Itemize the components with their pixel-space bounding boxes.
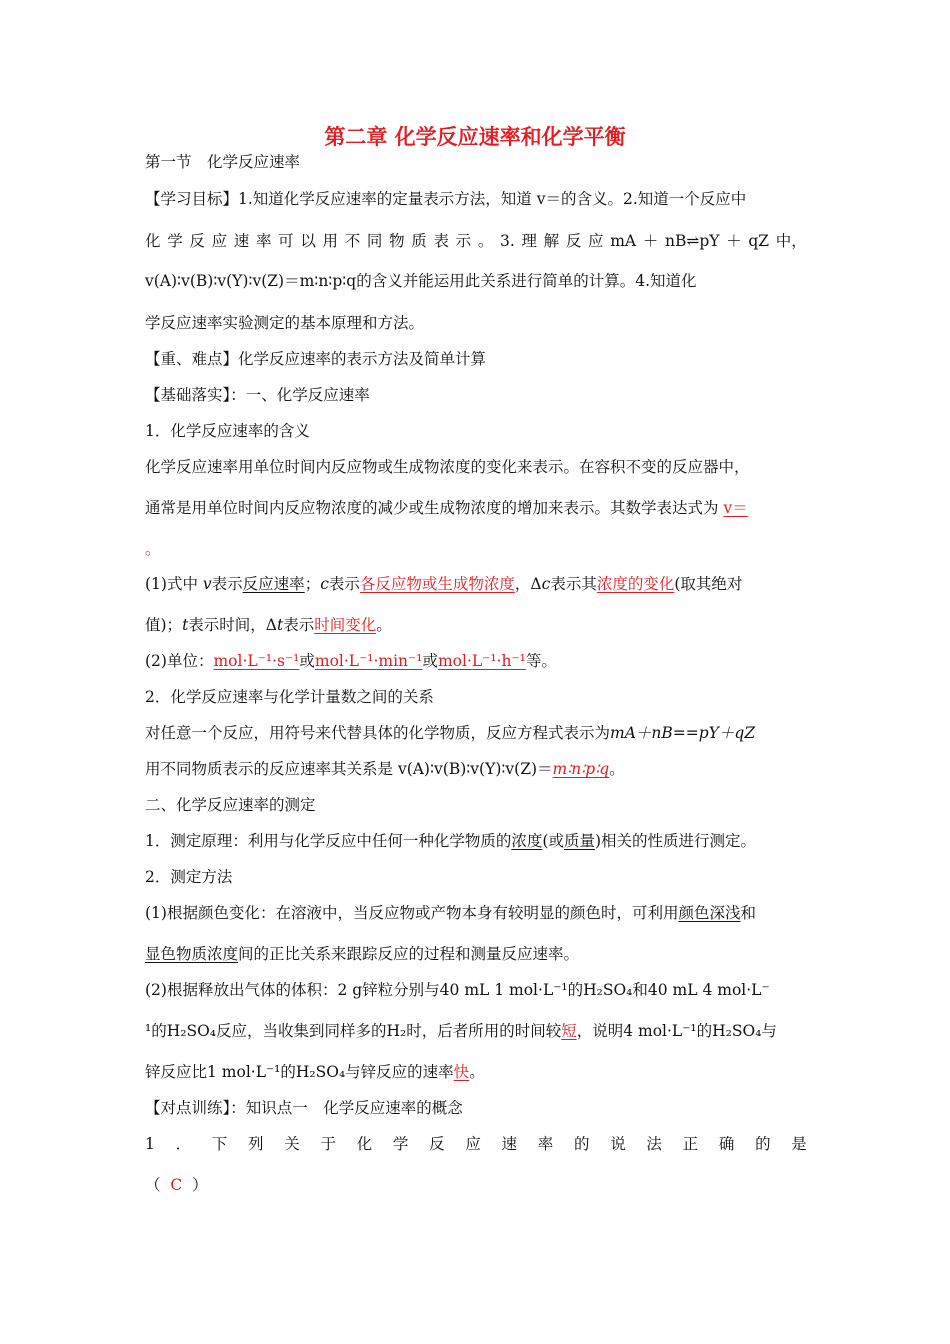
text: 值)；	[145, 616, 183, 634]
goals-line-1	[145, 188, 746, 210]
unit-per-hour: mol·L⁻¹·h⁻¹	[437, 652, 526, 670]
goals-word: qZ	[748, 232, 770, 250]
text: 或	[299, 652, 315, 670]
goals-word: mA	[610, 232, 637, 250]
paragraph-3	[145, 722, 755, 744]
question-char: 于	[320, 1135, 336, 1153]
paragraph-2	[145, 497, 748, 519]
goals-word: 同	[366, 232, 383, 250]
note-1-line-1	[145, 573, 742, 595]
paragraph-1: 化学反应速率用单位时间内反应物或生成物浓度的变化来表示。在容积不变的反应器中，	[145, 458, 750, 476]
answer-choice: C	[170, 1176, 183, 1194]
question-char: ．	[175, 1135, 192, 1153]
answer-coefficient-ratio: m∶n∶p∶q	[552, 760, 610, 778]
question-char: 的	[573, 1135, 590, 1153]
unit-per-minute: mol·L⁻¹·min⁻¹	[314, 652, 423, 670]
answer-fast: 快	[453, 1063, 470, 1081]
formula-v: v＝	[723, 499, 748, 517]
question-char: 关	[284, 1135, 300, 1153]
text: 。	[469, 1063, 485, 1081]
heading-stoichiometry: 2．化学反应速率与化学计量数之间的关系	[145, 688, 434, 706]
method-gas-line-3	[145, 1061, 485, 1083]
goals-word: 用	[322, 232, 339, 250]
goals-word: 示	[455, 232, 472, 250]
drill-line	[145, 1097, 463, 1119]
text: (1)式中	[145, 575, 203, 593]
goals-line-4: 学反应速率实验测定的基本原理和方法。	[145, 314, 425, 332]
paren-open: （	[145, 1176, 161, 1194]
question-char: 下	[211, 1135, 228, 1153]
question-char: 说	[610, 1135, 626, 1153]
question-1-answer	[145, 1174, 208, 1196]
paren-close: ）	[192, 1176, 208, 1194]
goals-word: 速	[233, 232, 250, 250]
goals-word: 应	[211, 232, 228, 250]
paragraph-2-end: 。	[145, 540, 161, 558]
question-char: 化	[356, 1135, 373, 1153]
text: ，Δ	[514, 575, 542, 593]
question-char: 应	[465, 1135, 481, 1153]
general-equation: mA＋nB==pY＋qZ	[610, 724, 756, 742]
text: ，说明4 mol·L⁻¹的H₂SO₄与	[576, 1022, 777, 1040]
goals-word: 以	[300, 232, 316, 250]
answer-short: 短	[561, 1022, 577, 1040]
text: (1)根据颜色变化：在溶液中，当反应物或产物本身有较明显的颜色时，可利用	[145, 904, 679, 922]
chapter-title: 第二章 化学反应速率和化学平衡	[324, 124, 626, 149]
blank-reaction-rate: 反应速率	[242, 575, 305, 593]
text: )相关的性质进行测定。	[594, 832, 757, 850]
note-2-units	[145, 650, 557, 672]
answer-time-change: 时间变化	[314, 616, 377, 634]
text: 表示	[211, 575, 243, 593]
text: 1．测定原理：利用与化学反应中任何一种化学物质的	[145, 832, 512, 850]
question-char: 正	[682, 1135, 699, 1153]
text: 锌反应比1 mol·L⁻¹的H₂SO₄与锌反应的速率	[145, 1063, 454, 1081]
symbol-t: t	[277, 616, 284, 634]
text: (取其绝对	[674, 575, 743, 593]
goals-word: 不	[344, 232, 361, 250]
text: 。	[609, 760, 625, 778]
method-principle	[145, 830, 756, 852]
blank-concentration: 浓度	[511, 832, 543, 850]
goals-word: ＋	[726, 232, 742, 250]
section-2-heading: 二、化学反应速率的测定	[145, 796, 316, 814]
question-char: 是	[791, 1135, 807, 1153]
goals-word: 化	[145, 232, 161, 250]
text: 表示其	[550, 575, 597, 593]
goals-word: 学	[167, 232, 183, 250]
text: (或	[542, 832, 564, 850]
symbol-c: c	[320, 575, 329, 593]
symbol-c: c	[541, 575, 551, 593]
goals-line-3: v(A)∶v(B)∶v(Y)∶v(Z)＝m∶n∶p∶q的含义并能运用此关系进行简单的计算。4.知道化	[145, 272, 697, 290]
text: 表示	[328, 575, 360, 593]
text: 表示	[283, 616, 315, 634]
drill-label: 【对点训练】	[145, 1099, 231, 1117]
method-color-line-1	[145, 902, 756, 924]
text: 对任意一个反应，用符号来代替具体的化学物质，反应方程式表示为	[145, 724, 611, 742]
question-char: 1	[145, 1135, 155, 1153]
goals-word: 表	[433, 232, 449, 250]
goals-word: 。	[477, 232, 494, 250]
text: 表示时间，Δ	[188, 616, 277, 634]
goals-word: 中，	[775, 232, 807, 250]
basics-line	[145, 384, 370, 406]
paragraph-4	[145, 758, 625, 780]
method-gas-line-1: (2)根据释放出气体的体积：2 g锌粒分别与40 mL 1 mol·L⁻¹的H₂SO₄和40 mL 4 mol·L⁻	[145, 981, 770, 999]
goals-word: ＋	[642, 232, 659, 250]
text: 间的正比关系来跟踪反应的过程和测量反应速率。	[238, 945, 580, 963]
text: 用不同物质表示的反应速率其关系是	[145, 760, 398, 778]
unit-per-second: mol·L⁻¹·s⁻¹	[213, 652, 300, 670]
method-gas-line-2	[145, 1020, 777, 1042]
question-char: 的	[755, 1135, 771, 1153]
heading-rate-meaning: 1．化学反应速率的含义	[145, 422, 310, 440]
blank-mass: 质量	[563, 832, 595, 850]
goals-word: 反	[189, 232, 205, 250]
basics-text: ：一、化学反应速率	[230, 386, 370, 404]
question-char: 速	[501, 1135, 518, 1153]
key-points-label: 【重、难点】	[145, 350, 239, 368]
note-1-line-2	[145, 614, 392, 636]
method-heading: 2．测定方法	[145, 868, 233, 886]
goals-word: 解	[543, 232, 560, 250]
goals-word: nB⇌pY	[664, 232, 720, 250]
goals-word: 3.	[500, 232, 515, 250]
rate-ratio: v(A)∶v(B)∶v(Y)∶v(Z)＝	[397, 760, 553, 778]
goals-word: 率	[255, 232, 272, 250]
goals-word: 质	[411, 232, 427, 250]
text: 和	[740, 904, 756, 922]
section-heading: 第一节 化学反应速率	[145, 153, 301, 171]
symbol-v: v	[202, 575, 212, 593]
goals-word: 可	[278, 232, 294, 250]
key-points-line	[145, 348, 486, 370]
answer-concentration: 各反应物或生成物浓度	[359, 575, 515, 593]
paragraph-2-text: 通常是用单位时间内反应物浓度的减少或生成物浓度的增加来表示。其数学表达式为	[145, 499, 724, 517]
goals-text-1: 1.知道化学反应速率的定量表示方法，知道 v＝的含义。2.知道一个反应中	[238, 190, 747, 208]
text: 或	[422, 652, 438, 670]
question-1	[145, 1133, 807, 1155]
text: 等。	[525, 652, 557, 670]
answer-concentration-change: 浓度的变化	[596, 575, 675, 593]
blank-color-depth: 颜色深浅	[678, 904, 741, 922]
goals-label: 【学习目标】	[145, 190, 239, 208]
question-char: 确	[718, 1135, 735, 1153]
method-color-line-2	[145, 943, 579, 965]
goals-word: 应	[588, 232, 604, 250]
goals-word: 理	[521, 232, 537, 250]
symbol-t: t	[182, 616, 189, 634]
question-char: 学	[392, 1135, 409, 1153]
question-char: 率	[537, 1135, 554, 1153]
text: 。	[376, 616, 392, 634]
blank-colored-concentration: 显色物质浓度	[145, 945, 239, 963]
basics-label: 【基础落实】	[145, 386, 231, 404]
drill-text: ：知识点一 化学反应速率的概念	[230, 1099, 463, 1117]
text: ¹的H₂SO₄反应，当收集到同样多的H₂时，后者所用的时间较	[145, 1022, 562, 1040]
key-points-text: 化学反应速率的表示方法及简单计算	[238, 350, 487, 368]
question-char: 列	[248, 1135, 264, 1153]
question-char: 反	[429, 1135, 445, 1153]
goals-line-2	[145, 230, 807, 252]
question-char: 法	[646, 1135, 662, 1153]
goals-word: 物	[389, 232, 405, 250]
text: ；	[304, 575, 321, 593]
text: (2)单位：	[145, 652, 214, 670]
goals-word: 反	[565, 232, 582, 250]
